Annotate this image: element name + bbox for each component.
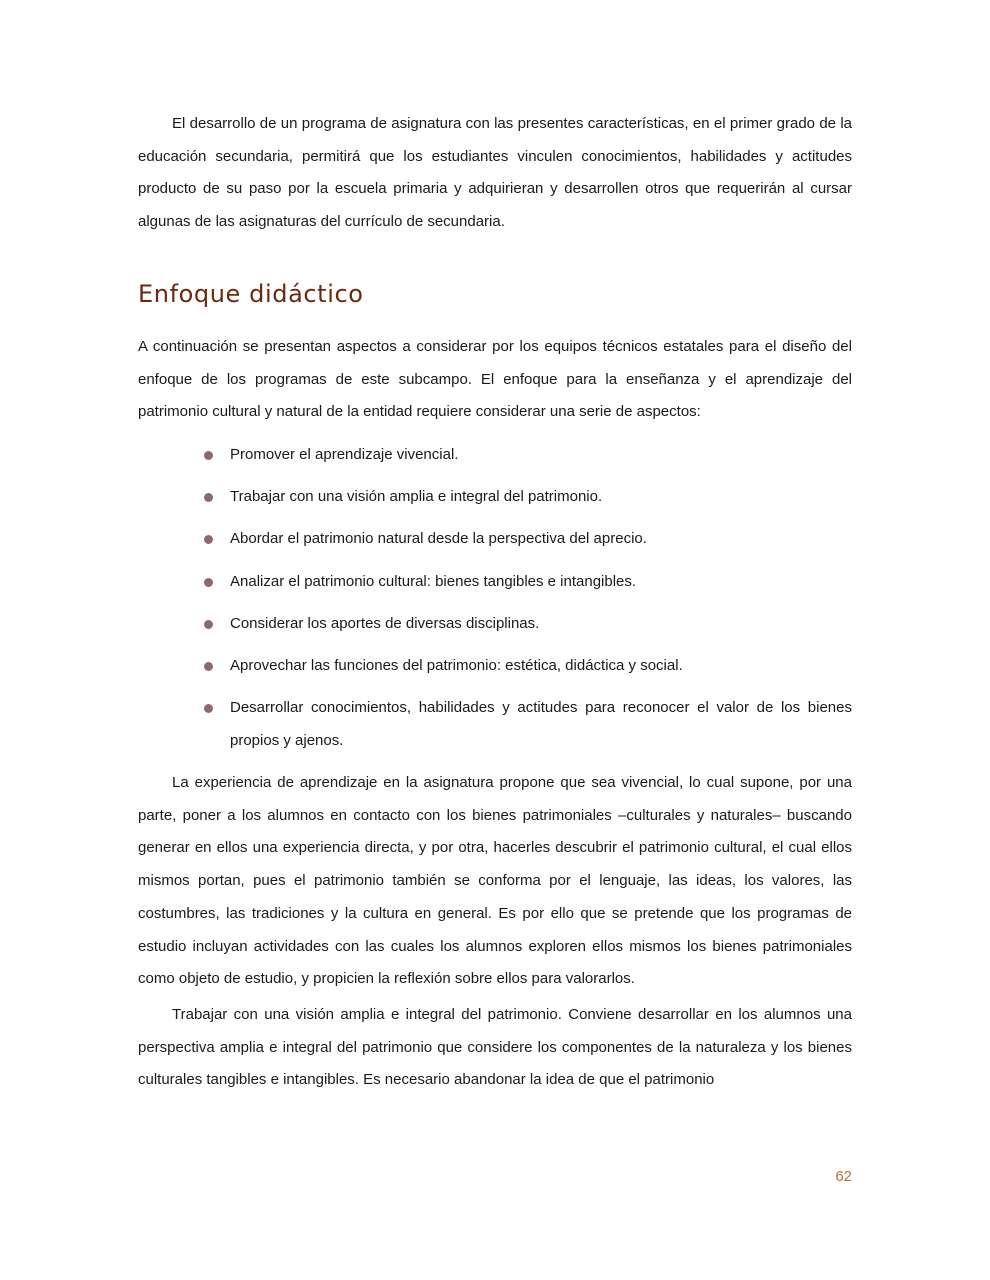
list-item-text: Promover el aprendizaje vivencial. [230,445,459,463]
list-item [230,650,852,683]
list-item [230,481,852,514]
page-number: 62 [835,1168,852,1185]
list-item-text: Aprovechar las funciones del patrimonio: estética, didáctica y social. [230,656,683,674]
bullet-icon [204,704,213,713]
bullet-icon [204,535,213,544]
list-item-text: Analizar el patrimonio cultural: bienes tangibles e intangibles. [230,572,637,590]
intro-paragraph: El desarrollo de un programa de asignatura con las presentes características, en el primer grado de la educación secundaria, permitirá que los estudiantes vinculen conocimientos, habilidades y actitudes producto de su paso por la escuela primaria y adquirieran y desarrollen otros que requerirán al cursar algunas de las asignaturas del currículo de secundaria. [138,115,852,231]
list-item [230,608,852,641]
list-item [230,523,852,556]
experience-paragraph: La experiencia de aprendizaje en la asignatura propone que sea vivencial, lo cual supone, por una parte, poner a los alumnos en contacto con los bienes patrimoniales –culturales y naturales– buscando generar en ellos una experiencia directa, y por otra, hacerles descubrir el patrimonio cultural, el cual ellos mismos portan, pues el patrimonio también se conforma por el lenguaje, las ideas, los valores, las costumbres, las tradiciones y la cultura en general. Es por ello que se pretende que los programas de estudio incluyan actividades con las cuales los alumnos exploren ellos mismos los bienes patrimoniales como objeto de estudio, y propicien la reflexión sobre ellos para valorarlos. [138,774,852,988]
aspects-list [138,439,852,758]
list-item-text: Desarrollar conocimientos, habilidades y actitudes para reconocer el valor de los bienes propios y ajenos. [230,699,852,749]
list-item-text: Abordar el patrimonio natural desde la perspectiva del aprecio. [230,530,647,548]
vision-paragraph: Trabajar con una visión amplia e integral del patrimonio. Conviene desarrollar en los alumnos una perspectiva amplia e integral del patrimonio que considere los componentes de la naturaleza y los bienes culturales tangibles e intangibles. Es necesario abandonar la idea de que el patrimonio [138,1005,852,1089]
list-item-text: Trabajar con una visión amplia e integral del patrimonio. [230,488,603,506]
section-intro-paragraph: A continuación se presentan aspectos a considerar por los equipos técnicos estatales para el diseño del enfoque de los programas de este subcampo. El enfoque para la enseñanza y el aprendizaje del patrimonio cultural y natural de la entidad requiere considerar una serie de aspectos: [138,337,852,421]
list-item-text: Considerar los aportes de diversas disciplinas. [230,614,540,632]
document-page [138,108,852,1097]
section-title: Enfoque didáctico [138,279,364,308]
bullet-icon [204,451,213,460]
list-item [230,439,852,472]
bullet-icon [204,493,213,502]
bullet-icon [204,662,213,671]
list-item [230,566,852,599]
bullet-icon [204,620,213,629]
list-item [230,692,852,757]
bullet-icon [204,578,213,587]
